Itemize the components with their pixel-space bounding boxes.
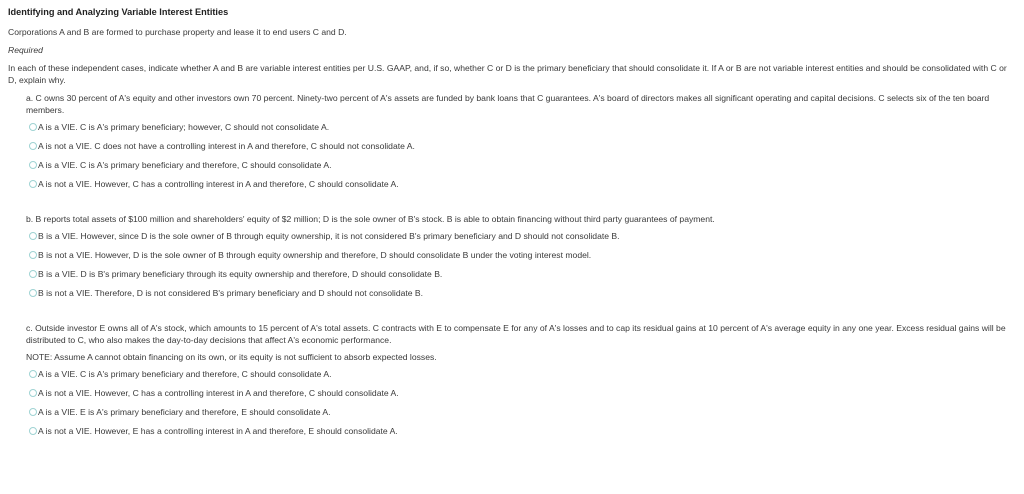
radio-button[interactable] [29,408,37,416]
radio-button[interactable] [29,389,37,397]
answer-option[interactable] [29,425,1016,437]
option-label: A is a VIE. E is A's primary beneficiary and therefore, E should consolidate A. [38,407,331,417]
required-label: Required [8,45,43,55]
radio-button[interactable] [29,270,37,278]
option-label: A is a VIE. C is A's primary beneficiary; however, C should not consolidate A. [38,122,330,132]
option-label: A is not a VIE. However, E has a controlling interest in A and therefore, E should consolidate A. [38,426,398,436]
question-a [26,92,1016,190]
radio-button[interactable] [29,123,37,131]
intro-text: Corporations A and B are formed to purchase property and lease it to end users C and D. [8,27,347,37]
question-note: NOTE: Assume A cannot obtain financing on its own, or its equity is not sufficient to absorb expected losses. [26,352,437,362]
spacer [8,306,1016,322]
answer-option[interactable] [29,121,1016,133]
option-label: B is not a VIE. Therefore, D is not considered B's primary beneficiary and D should not consolidate B. [38,288,424,298]
option-label: A is not a VIE. C does not have a controlling interest in A and therefore, C should not consolidate A. [38,141,415,151]
answer-option[interactable] [29,140,1016,152]
option-label: B is not a VIE. However, D is the sole owner of B through equity ownership and therefore, D should consolidate B under the voting interest model. [38,250,592,260]
answer-option[interactable] [29,406,1016,418]
radio-button[interactable] [29,427,37,435]
question-b [26,213,1016,299]
instructions-text: In each of these independent cases, indicate whether A and B are variable interest entities per U.S. GAAP, and, if so, whether C or D is the primary beneficiary that should consolidate it. If A or B are not variable interest entities and should be consolidated with C or D, explain why. [8,63,1007,85]
answer-option[interactable] [29,368,1016,380]
option-list [26,368,1016,437]
question-text: a. C owns 30 percent of A's equity and other investors own 70 percent. Ninety-two percent of A's assets are funded by bank loans that C guarantees. A's board of directors makes all significant operating and capital decisions. C selects six of the ten board members. [26,93,990,115]
page-title: Identifying and Analyzing Variable Interest Entities [8,7,229,17]
answer-option[interactable] [29,178,1016,190]
radio-button[interactable] [29,251,37,259]
answer-option[interactable] [29,159,1016,171]
option-label: A is not a VIE. However, C has a controlling interest in A and therefore, C should consolidate A. [38,179,399,189]
option-label: A is not a VIE. However, C has a controlling interest in A and therefore, C should consolidate A. [38,388,399,398]
answer-option[interactable] [29,387,1016,399]
problem-page [8,6,1016,444]
radio-button[interactable] [29,289,37,297]
radio-button[interactable] [29,370,37,378]
answer-option[interactable] [29,249,1016,261]
option-label: B is a VIE. D is B's primary beneficiary through its equity ownership and therefore, D should consolidate B. [38,269,443,279]
answer-option[interactable] [29,268,1016,280]
radio-button[interactable] [29,180,37,188]
question-c [26,322,1016,437]
answer-option[interactable] [29,287,1016,299]
option-list [26,230,1016,299]
radio-button[interactable] [29,142,37,150]
question-text: c. Outside investor E owns all of A's stock, which amounts to 15 percent of A's total assets. C contracts with E to compensate E for any of A's losses and to cap its residual gains at 10 percent of A's average equity in any one year. Excess residual gains will be distributed to C, who also makes the day-to-day decisions that affect A's economic performance. [26,323,1006,345]
radio-button[interactable] [29,161,37,169]
option-label: B is a VIE. However, since D is the sole owner of B through equity ownership, it is not considered B's primary beneficiary and D should not consolidate B. [38,231,620,241]
question-text: b. B reports total assets of $100 million and shareholders' equity of $2 million; D is the sole owner of B's stock. B is able to obtain financing without third party guarantees of payment. [26,214,715,224]
spacer [8,197,1016,213]
option-list [26,121,1016,190]
option-label: A is a VIE. C is A's primary beneficiary and therefore, C should consolidate A. [38,369,332,379]
option-label: A is a VIE. C is A's primary beneficiary and therefore, C should consolidate A. [38,160,332,170]
answer-option[interactable] [29,230,1016,242]
radio-button[interactable] [29,232,37,240]
